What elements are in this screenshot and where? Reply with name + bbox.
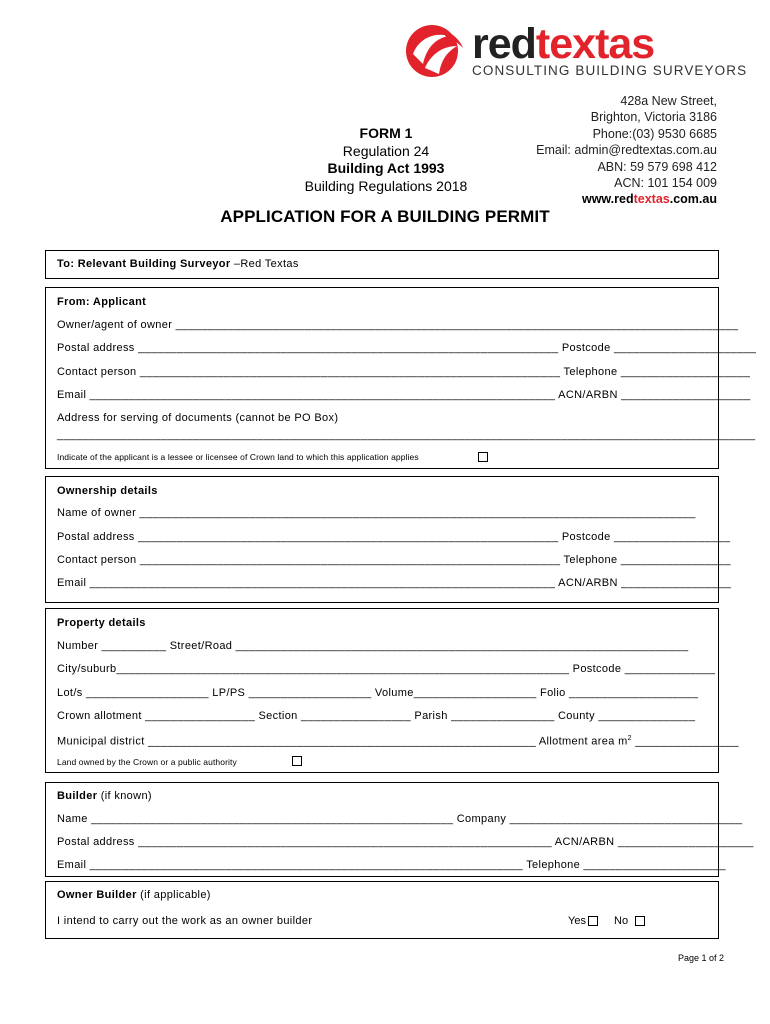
land-owned-label: Land owned by the Crown or a public authority bbox=[57, 757, 237, 767]
yes-checkbox[interactable] bbox=[588, 916, 598, 926]
contact-block bbox=[536, 93, 717, 208]
owner-builder-statement: I intend to carry out the work as an owner builder bbox=[57, 915, 313, 927]
city-field[interactable]: City/suburb______________________________________________________________________ Postcode ______________ bbox=[57, 663, 716, 675]
owner-email-field[interactable]: Email ________________________________________________________________________ ACN/ARBN _________________ bbox=[57, 577, 732, 589]
ownership-heading: Ownership details bbox=[57, 485, 158, 497]
owner-builder-heading: Owner Builder bbox=[57, 889, 137, 901]
no-checkbox[interactable] bbox=[635, 916, 645, 926]
yes-label: Yes bbox=[568, 915, 586, 927]
crown-allotment-field[interactable]: Crown allotment _________________ Section _________________ Parish ________________ County _______________ bbox=[57, 710, 696, 722]
applicant-section bbox=[45, 287, 757, 469]
website-link[interactable] bbox=[536, 191, 717, 207]
form-number: FORM 1 bbox=[359, 125, 413, 141]
logo-word-dark: red bbox=[472, 20, 536, 68]
building-regulations: Building Regulations 2018 bbox=[304, 177, 468, 194]
allotment-area-blank: ________________ bbox=[631, 735, 739, 748]
phone: Phone:(03) 9530 6685 bbox=[592, 126, 717, 141]
owner-builder-heading-note: (if applicable) bbox=[136, 889, 211, 901]
regulation: Regulation 24 bbox=[342, 142, 430, 159]
email: Email: admin@redtextas.com.au bbox=[536, 143, 717, 158]
to-value: –Red Textas bbox=[230, 258, 299, 270]
serving-address-label: Address for serving of documents (cannot be PO Box) bbox=[57, 412, 339, 424]
crown-land-label: Indicate of the applicant is a lessee or licensee of Crown land to which this application applies bbox=[57, 452, 419, 462]
applicant-contact-field[interactable]: Contact person _________________________________________________________________ Telephone ____________________ bbox=[57, 366, 751, 378]
no-option[interactable] bbox=[614, 914, 645, 928]
serving-address-field[interactable]: ____________________________________________________________________________________________________________ bbox=[57, 429, 756, 441]
address-line-1: 428a New Street, bbox=[620, 94, 717, 108]
website-part-3: .com.au bbox=[669, 192, 717, 207]
builder-name-field[interactable]: Name ________________________________________________________ Company ____________________________________ bbox=[57, 813, 743, 825]
to-label: To: Relevant Building Surveyor bbox=[57, 258, 231, 270]
logo-word-red: textas bbox=[535, 20, 655, 68]
ownership-section bbox=[45, 476, 732, 603]
address-line-2: Brighton, Victoria 3186 bbox=[590, 110, 717, 125]
property-heading: Property details bbox=[57, 617, 146, 629]
owner-postal-field[interactable]: Postal address _________________________________________________________________ Postcode __________________ bbox=[57, 531, 731, 543]
area-superscript: 2 bbox=[627, 735, 632, 742]
website-part-2: textas bbox=[633, 192, 670, 207]
company-logo-mark bbox=[405, 24, 465, 78]
municipal-text: Municipal district ____________________________________________________________ Allotment area m bbox=[57, 735, 628, 748]
applicant-heading: From: Applicant bbox=[57, 296, 147, 308]
page-title: APPLICATION FOR A BUILDING PERMIT bbox=[220, 207, 550, 226]
land-owned-checkbox[interactable] bbox=[292, 756, 302, 766]
company-logo-wordmark bbox=[472, 20, 654, 68]
builder-heading: Builder bbox=[57, 790, 98, 802]
owner-builder-section bbox=[45, 881, 719, 939]
to-box bbox=[45, 250, 719, 279]
abn: ABN: 59 579 698 412 bbox=[597, 159, 717, 174]
builder-heading-note: (if known) bbox=[97, 790, 152, 802]
builder-postal-field[interactable]: Postal address ________________________________________________________________ ACN/ARBN _____________________ bbox=[57, 836, 754, 848]
applicant-email-field[interactable]: Email ________________________________________________________________________ ACN/ARBN ____________________ bbox=[57, 389, 751, 401]
applicant-postal-field[interactable]: Postal address _________________________________________________________________ Postcode ______________________ bbox=[57, 342, 757, 354]
street-field[interactable]: Number __________ Street/Road ______________________________________________________________________ bbox=[57, 640, 689, 652]
property-section bbox=[45, 608, 739, 773]
owner-agent-field[interactable]: Owner/agent of owner _______________________________________________________________________________________ bbox=[57, 319, 739, 331]
crown-land-checkbox[interactable] bbox=[478, 452, 488, 462]
to-line bbox=[57, 257, 710, 271]
owner-contact-field[interactable]: Contact person _________________________________________________________________ Telephone _________________ bbox=[57, 554, 731, 566]
page-number: Page 1 of 2 bbox=[677, 953, 724, 963]
yes-option[interactable] bbox=[568, 914, 598, 928]
building-act: Building Act 1993 bbox=[327, 160, 445, 176]
website-part-1: www.red bbox=[581, 192, 634, 207]
municipal-district-field[interactable] bbox=[57, 732, 739, 749]
form-identifier bbox=[298, 125, 474, 195]
acn: ACN: 101 154 009 bbox=[614, 176, 717, 191]
builder-email-field[interactable]: Email ___________________________________________________________________ Telephone ______________________ bbox=[57, 859, 726, 871]
logo-subtitle: CONSULTING BUILDING SURVEYORS bbox=[472, 63, 748, 78]
no-label: No bbox=[614, 915, 629, 927]
owner-name-field[interactable]: Name of owner ______________________________________________________________________________________ bbox=[57, 507, 696, 519]
builder-heading-line bbox=[57, 789, 710, 803]
lot-field[interactable]: Lot/s ___________________ LP/PS ___________________ Volume___________________ Folio ____________________ bbox=[57, 687, 699, 699]
builder-section bbox=[45, 782, 754, 877]
owner-builder-heading-line bbox=[57, 888, 710, 902]
